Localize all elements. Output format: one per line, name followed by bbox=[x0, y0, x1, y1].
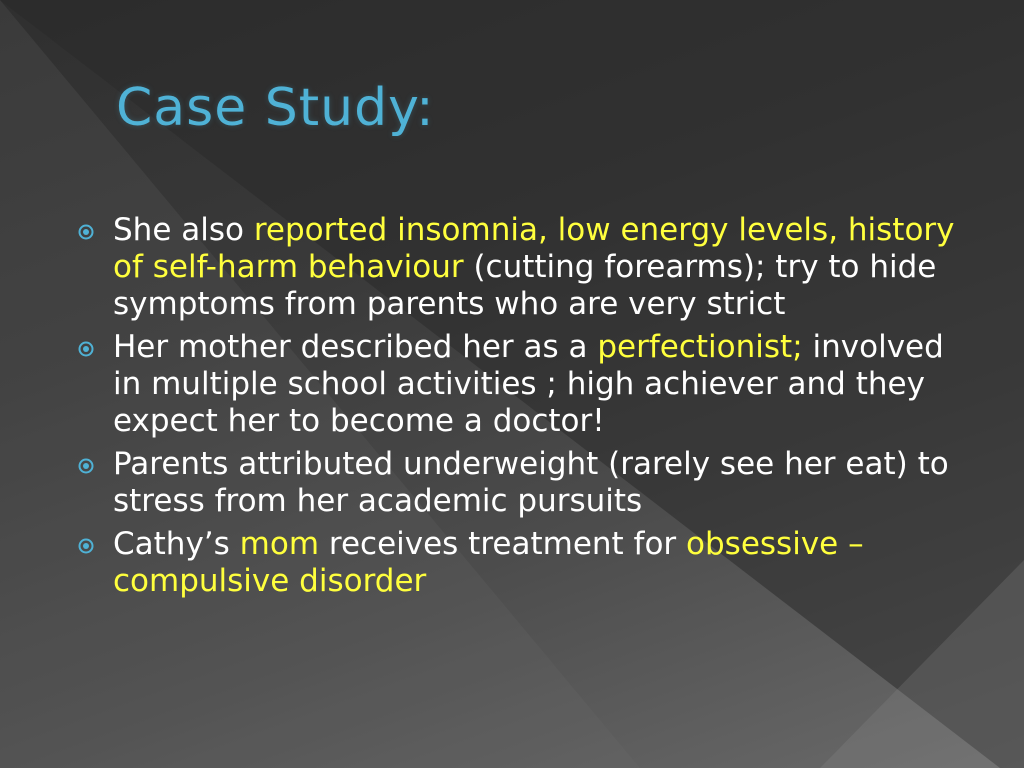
bullet-text: She also bbox=[113, 212, 254, 248]
highlighted-text: perfectionist; bbox=[597, 329, 803, 365]
bullet-text: (cutting forearms); try to hide symptoms from parents who are very strict bbox=[113, 249, 937, 322]
target-bullet-icon bbox=[78, 458, 94, 474]
bullet-item bbox=[76, 329, 956, 440]
target-bullet-icon bbox=[78, 341, 94, 357]
bullet-list bbox=[76, 212, 956, 606]
target-bullet-icon bbox=[78, 224, 94, 240]
bullet-item bbox=[76, 212, 956, 323]
highlighted-text: reported insomnia, low energy levels, history of self-harm behaviour bbox=[113, 212, 955, 285]
bullet-text: receives treatment for bbox=[319, 526, 687, 562]
bullet-text: Cathy’s bbox=[113, 526, 240, 562]
bullet-text: Her mother described her as a bbox=[113, 329, 598, 365]
bullet-item bbox=[76, 446, 956, 520]
slide-title: Case Study: bbox=[116, 78, 435, 138]
bullet-item bbox=[76, 526, 956, 600]
highlighted-text: mom bbox=[239, 526, 320, 562]
target-bullet-icon bbox=[78, 538, 94, 554]
bullet-text: Parents attributed underweight (rarely see her eat) to stress from her academic pursuits bbox=[113, 446, 949, 519]
bullet-text: involved in multiple school activities ; high achiever and they expect her to become a doctor! bbox=[113, 329, 944, 439]
highlighted-text: obsessive –compulsive disorder bbox=[113, 526, 864, 599]
